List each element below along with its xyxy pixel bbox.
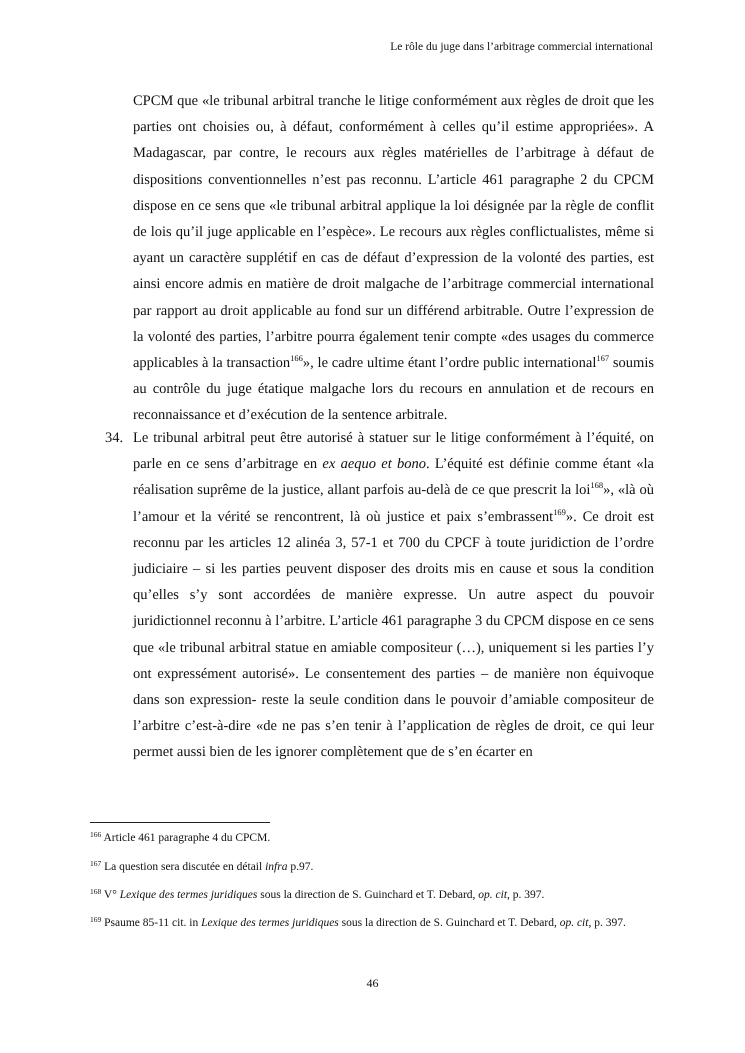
footnote-italic: Lexique des termes juridiques (119, 889, 258, 901)
footnote-italic: op. cit (559, 917, 589, 929)
footnote-divider (90, 822, 270, 823)
footnote-italic: op. cit (478, 889, 508, 901)
footnote-text: , p. 397. (588, 917, 626, 929)
footnote-text: V° (101, 889, 120, 901)
paragraph-text: ». Ce droit est reconnu par les articles 12 alinéa 3, 57-1 et 700 du CPCF à toute juridiction de l’ordre judiciaire – si les parties peuvent disposer des droits mis en cause et sous la condition qu’elles s’y sont accordées de manière expresse. Un autre aspect du pouvoir juridictionnel reconnu à l’arbitre. L’article 461 paragraphe 3 du CPCM dispose en ce sens que «le tribunal arbitral statue en amiable compositeur (…), uniquement si les parties l’y ont expressément autorisé». Le consentement des parties – de manière non équivoque dans son expression- reste la seule condition dans le pouvoir d’amiable compositeur de l’arbitre c’est-à-dire «de ne pas s’en tenir à l’application de règles de droit, ce qui leur permet aussi bien de les ignorer complètement que de s’en écarter en (133, 508, 654, 761)
paragraph-34 (105, 425, 654, 766)
footnote-text: Psaume 85-11 cit. in (101, 917, 202, 929)
running-header: Le rôle du juge dans l’arbitrage commercial international (390, 41, 653, 53)
footnote-ref-167[interactable]: 167 (596, 353, 610, 364)
paragraph-text: Le tribunal arbitral peut être autorisé à statuer sur le litige conformément à l’équité, on parle en ce sens d’arbitrage en (133, 430, 654, 473)
continuation-text: soumis au contrôle du juge étatique malgache lors du recours en annulation et de recours en reconnaissance et d’exécution de la sentence arbitrale. (133, 355, 654, 424)
footnote-text: La question sera discutée en détail (101, 861, 266, 873)
footnote-number: 168 (90, 887, 102, 896)
paragraph-number: 34. (105, 430, 124, 446)
footnote-168 (90, 885, 656, 905)
footnote-italic: infra (265, 861, 288, 873)
footnote-ref-169[interactable]: 169 (553, 506, 566, 517)
paragraph-text: . L’équité est définie comme étant «la réalisation suprême de la justice, allant parfois au-delà de ce que prescrit la loi (133, 456, 654, 499)
continuation-text: », le cadre ultime étant l’ordre public international (302, 355, 597, 372)
paragraph-italic: ex aequo et bono (322, 456, 427, 473)
footnote-167 (90, 857, 656, 877)
continuation-paragraph (133, 88, 654, 429)
page-number: 46 (366, 976, 379, 990)
footnote-text: sous la direction de S. Guinchard et T. Debard, (338, 917, 560, 929)
footnote-ref-168[interactable]: 168 (590, 480, 604, 491)
footnote-text: , p. 397. (507, 889, 545, 901)
paragraph-text: », «là où l’amour et la vérité se rencontrent, là où justice et paix s’embrassent (133, 482, 654, 525)
footnote-text: p.97. (287, 861, 314, 873)
continuation-text: CPCM que «le tribunal arbitral tranche le litige conformément aux règles de droit que les parties ont choisies ou, à défaut, conformément à celles qu’il estime appropriées». A Madagascar, par contre, le recours aux règles matérielles de l’arbitrage à défaut de dispositions conventionnelles n’est pas reconnu. L’article 461 paragraphe 2 du CPCM dispose en ce sens que «le tribunal arbitral applique la loi désignée par la règle de conflit de lois qu’il juge applicable en l’espèce». Le recours aux règles conflictualistes, même si ayant un caractère supplétif en cas de défaut d’expression de la volonté des parties, est ainsi encore admis en matière de droit malgache de l’arbitrage commercial international par rapport au droit applicable au fond sur un différend arbitrable. Outre l’expression de la volonté des parties, l’arbitre pourra également tenir compte «des usages du commerce applicables à la transaction (133, 93, 654, 372)
footnote-text: sous la direction de S. Guinchard et T. Debard, (257, 889, 479, 901)
footnote-italic: Lexique des termes juridiques (201, 917, 339, 929)
footnote-ref-166[interactable]: 166 (290, 353, 303, 364)
footnote-number: 169 (90, 915, 102, 924)
footnote-text: Article 461 paragraphe 4 du CPCM. (101, 832, 271, 844)
footnote-number: 167 (90, 859, 102, 868)
footnote-number: 166 (90, 830, 102, 839)
footnote-169 (90, 913, 656, 933)
footnote-166 (90, 828, 656, 848)
